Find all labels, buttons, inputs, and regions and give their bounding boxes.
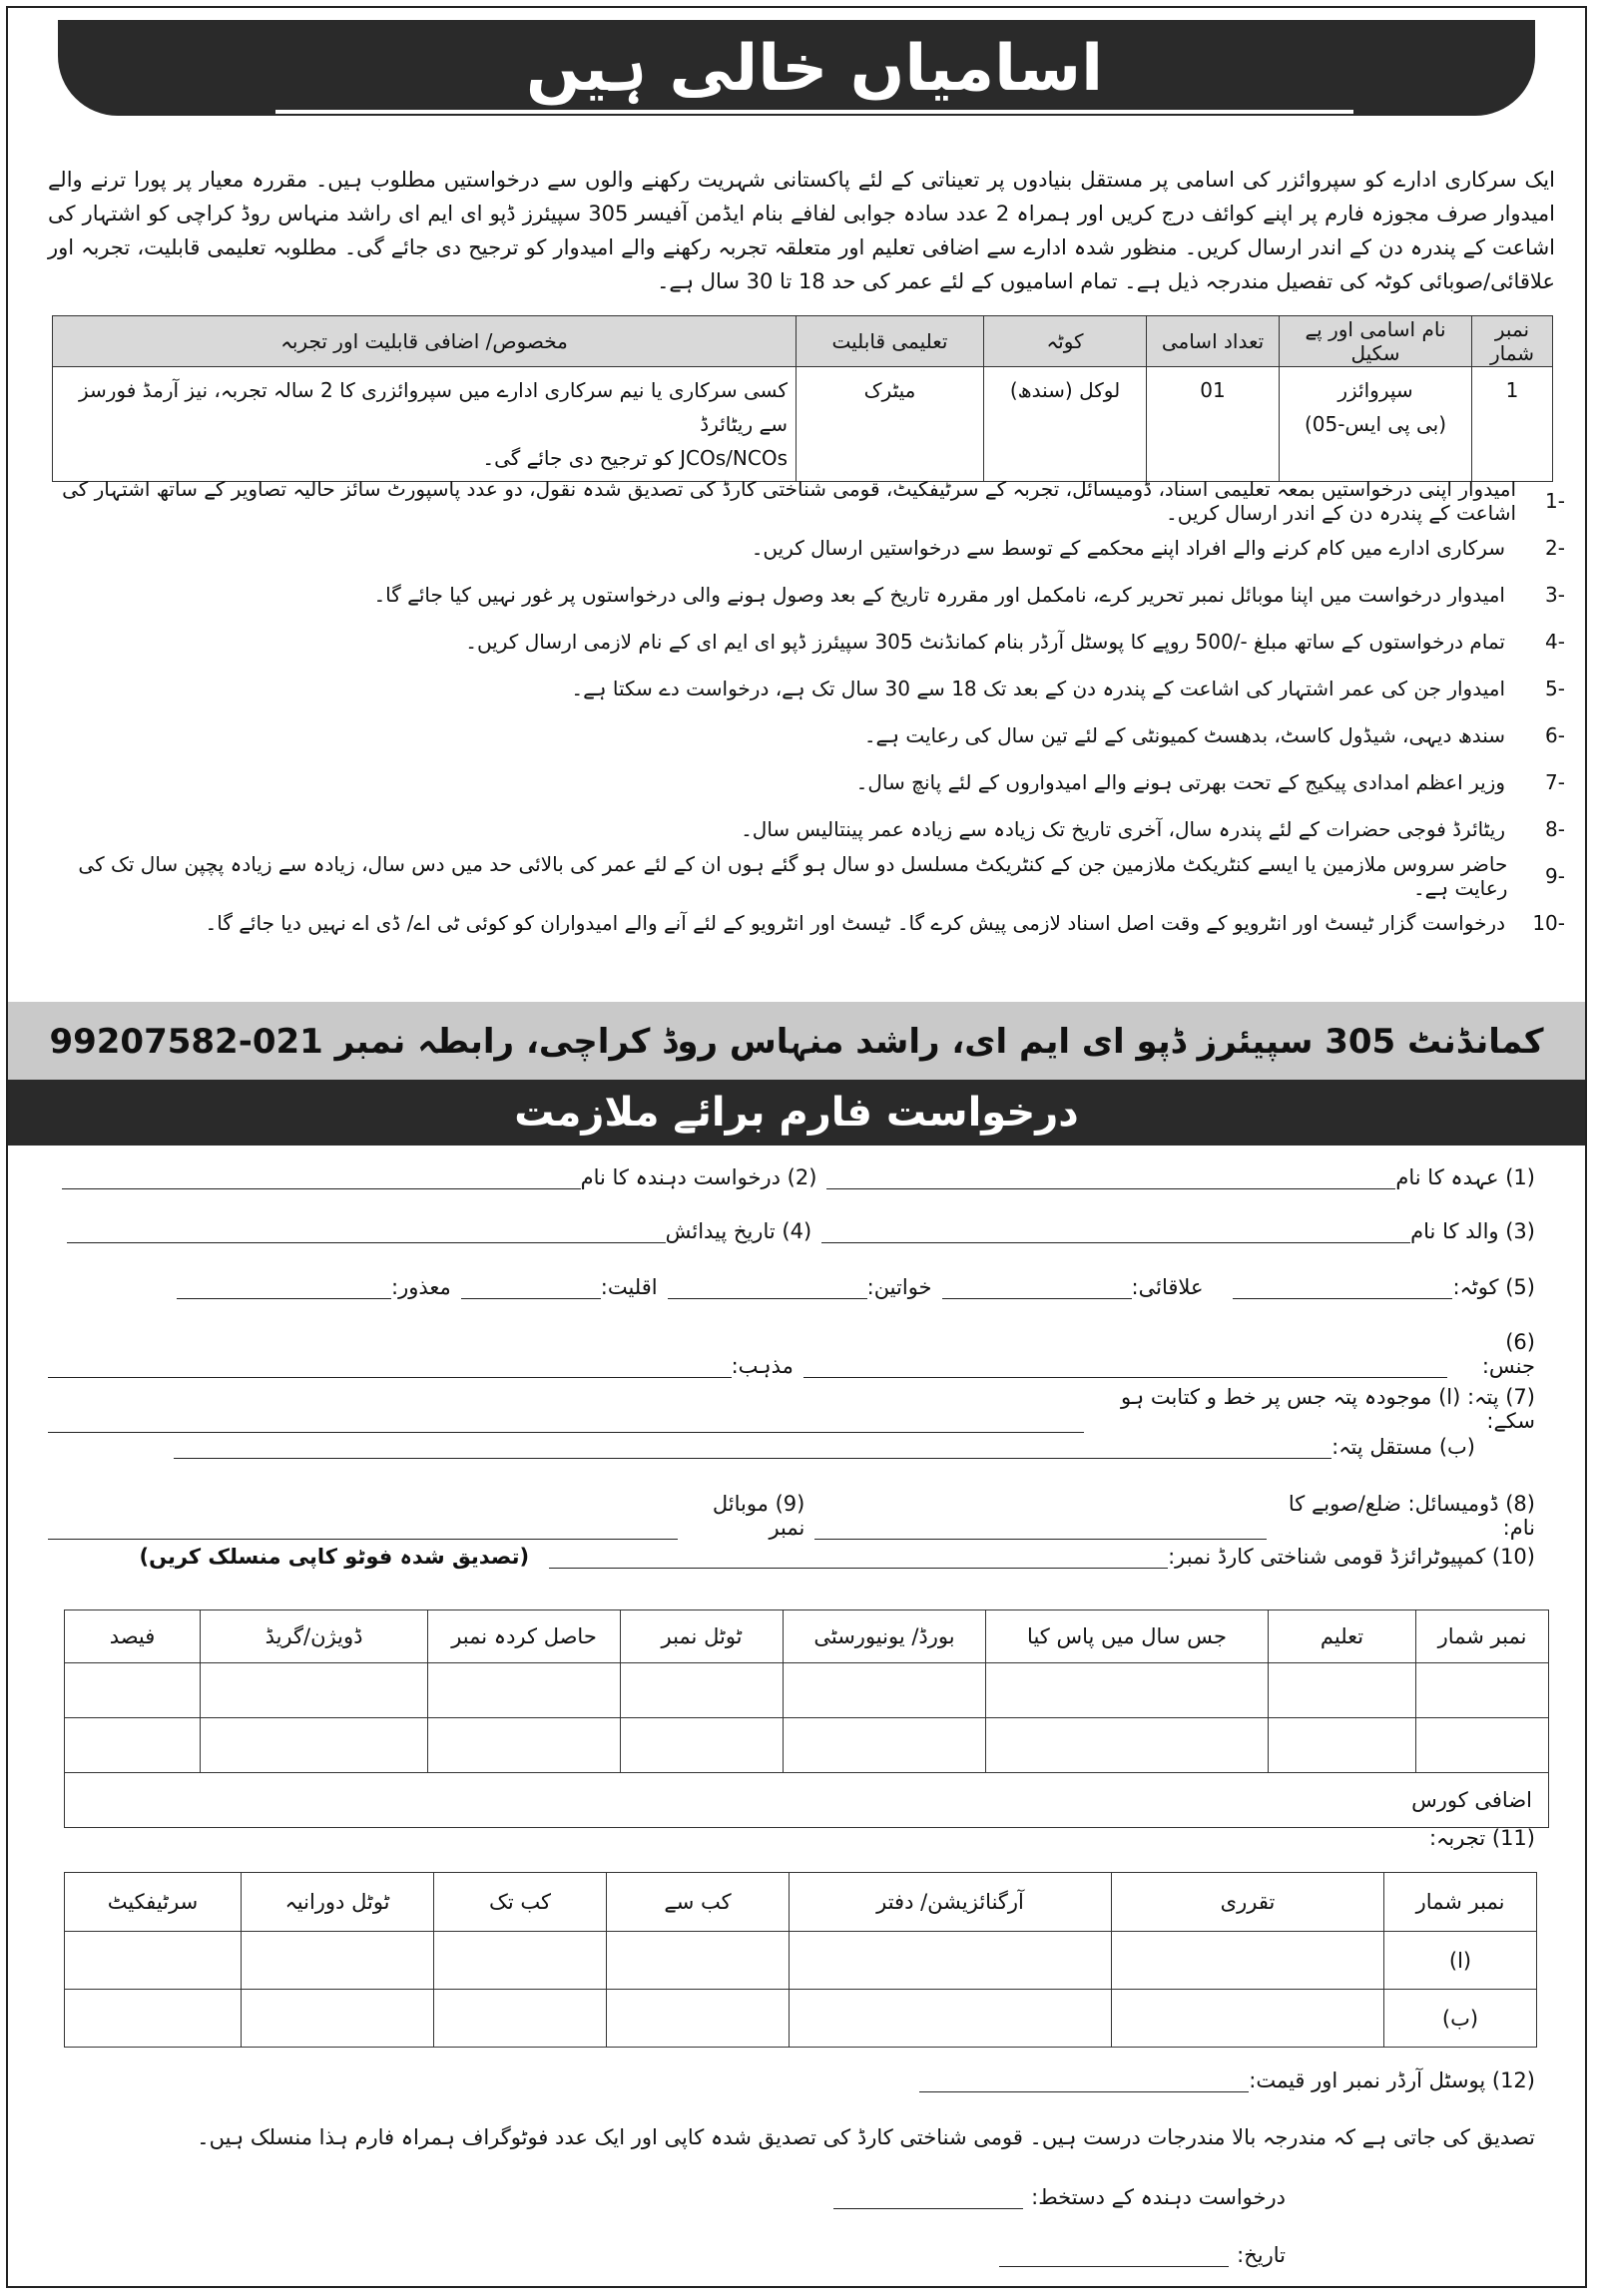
vacancy-table-header xyxy=(53,316,1553,367)
table-row xyxy=(65,1990,1537,2048)
condition-number: -9 xyxy=(1545,863,1565,888)
edu-cell[interactable] xyxy=(1269,1718,1416,1773)
table-row xyxy=(65,1773,1549,1828)
condition-text: سندھ دیہی، شیڈول کاسٹ، بدھسٹ کمیونٹی کے لئے تین سال کی رعایت ہے۔ xyxy=(863,722,1505,747)
edu-col-percent: فیصد xyxy=(65,1610,201,1663)
regional-label: علاقائی: xyxy=(1131,1275,1204,1299)
permanent-address-field[interactable] xyxy=(174,1436,1331,1459)
cell-experience xyxy=(53,367,797,482)
disabled-label: معذور: xyxy=(391,1275,451,1299)
experience-line-2: JCOs/NCOs کو ترجیح دی جائے گی۔ xyxy=(482,446,788,470)
table-row xyxy=(65,1932,1537,1990)
list-item xyxy=(38,899,1565,946)
col-count: تعداد اسامی xyxy=(1147,316,1280,367)
exp-cell[interactable] xyxy=(65,1990,242,2048)
edu-col-total: ٹوٹل نمبر xyxy=(621,1610,784,1663)
date-label: تاریخ: xyxy=(1237,2243,1286,2267)
gender-label: (6) جنس: xyxy=(1481,1330,1535,1378)
domicile-label: (8) ڈومیسائل: ضلع/صوبے کا نام: xyxy=(1288,1492,1535,1540)
condition-text: حاضر سروس ملازمین یا ایسے کنٹریکٹ ملازمین جن کے کنٹریکٹ مسلسل دو سال ہو گئے ہوں ان کے لئے عمر کی بالائی حد میں دس سال، زیادہ سے زیادہ پچپن سال تک کی رعایت ہے۔ xyxy=(78,851,1508,900)
form-row-7 xyxy=(48,1385,1535,1433)
cell-education: میٹرک xyxy=(797,367,984,482)
edu-cell[interactable] xyxy=(986,1718,1269,1773)
list-item xyxy=(38,852,1565,899)
cell-serial: 1 xyxy=(1472,367,1553,482)
form-title: درخواست فارم برائے ملازمت xyxy=(514,1090,1079,1136)
post-name-field[interactable] xyxy=(826,1166,1395,1189)
edu-col-division: ڈویژن/گریڈ xyxy=(201,1610,428,1663)
mobile-field[interactable] xyxy=(48,1517,678,1540)
conditions-list xyxy=(38,477,1565,946)
exp-col-appointment: تقرری xyxy=(1112,1873,1384,1932)
post-scale: (بی پی ایس-05) xyxy=(1304,412,1447,436)
edu-cell[interactable] xyxy=(1416,1663,1549,1718)
condition-number: -2 xyxy=(1545,535,1565,560)
list-item xyxy=(38,618,1565,665)
exp-col-organization: آرگنائزیشن/ دفتر xyxy=(790,1873,1112,1932)
women-field[interactable] xyxy=(668,1276,867,1299)
col-quota: کوٹہ xyxy=(984,316,1147,367)
postal-order-field[interactable] xyxy=(919,2069,1249,2092)
exp-cell[interactable] xyxy=(1112,1932,1384,1990)
additional-course-label: اضافی کورس xyxy=(1411,1788,1532,1812)
cell-post xyxy=(1280,367,1472,482)
exp-col-from: کب سے xyxy=(607,1873,790,1932)
declaration-text: تصدیق کی جاتی ہے کہ مندرجہ بالا مندرجات درست ہیں۔ قومی شناختی کارڈ کی تصدیق شدہ کاپی اور ایک عدد فوٹوگراف ہمراہ فارم ہذا منسلک ہیں۔ xyxy=(197,2125,1535,2149)
exp-col-serial: نمبر شمار xyxy=(1384,1873,1537,1932)
exp-col-certificate: سرٹیفکیٹ xyxy=(65,1873,242,1932)
disabled-field[interactable] xyxy=(177,1276,391,1299)
signature-row xyxy=(48,2185,1286,2209)
post-name-label: (1) عہدہ کا نام xyxy=(1395,1165,1535,1189)
condition-text: سرکاری ادارے میں کام کرنے والے افراد اپنے محکمے کے توسط سے درخواستیں ارسال کریں۔ xyxy=(751,535,1505,560)
intro-paragraph: ایک سرکاری ادارے کو سپروائزر کی اسامی پر مستقل بنیادوں پر تعیناتی کے لئے پاکستانی شہریت رکھنے والوں سے درخواستیں مطلوب ہیں۔ مقررہ معیار پر پورا ترنے والے امیدوار صرف مجوزہ فارم پر اپنے کوائف درج کریں اور ہمراہ 2 عدد سادہ جوابی لفافے بنام ایڈمن آفیسر 305 سپیئرز ڈپو ای ایم ای راشد منہاس روڈ کراچی کو اشتہار کی اشاعت کے پندرہ دن کے اندر ارسال کریں۔ منظور شدہ ادارے سے اضافی تعلیم اور متعلقہ تجربہ رکھنے والے امیدوار کو ترجیح دی جائے گی۔ مطلوبہ تعلیمی قابلیت، تجربہ اور علاقائی/صوبائی کوٹہ کی تفصیل مندرجہ ذیل ہے۔ تمام اسامیوں کے لئے عمر کی حد 18 تا 30 سال ہے۔ xyxy=(48,168,1555,293)
contact-address-bar xyxy=(8,1002,1585,1080)
edu-cell[interactable] xyxy=(201,1718,428,1773)
date-field[interactable] xyxy=(999,2244,1229,2267)
experience-table xyxy=(64,1872,1537,2048)
form-row-5 xyxy=(48,1275,1535,1299)
edu-cell[interactable] xyxy=(65,1718,201,1773)
form-row-10 xyxy=(48,1545,1535,1569)
form-row-1 xyxy=(48,1165,1535,1189)
exp-cell[interactable] xyxy=(434,1990,607,2048)
exp-cell[interactable] xyxy=(65,1932,242,1990)
condition-text: وزیر اعظم امدادی پیکیج کے تحت بھرتی ہونے والے امیدواروں کے لئے پانچ سال۔ xyxy=(855,769,1505,794)
exp-row-label: (ب) xyxy=(1384,1990,1537,2048)
condition-text: امیدوار اپنی درخواستیں بمعہ تعلیمی اسناد، ڈومیسائل، تجربہ کے سرٹیفکیٹ، قومی شناختی کارڈ کی تصدیق شدہ نقول، دو عدد پاسپورٹ سائز حالیہ تصاویر کے ساتھ اشتہار کی اشاعت کے پندرہ دن کے اندر ارسال کریں۔ xyxy=(62,476,1517,525)
edu-cell[interactable] xyxy=(428,1663,621,1718)
list-item xyxy=(38,524,1565,571)
current-address-field[interactable] xyxy=(48,1410,1084,1433)
contact-address: کمانڈنٹ 305 سپیئرز ڈپو ای ایم ای، راشد منہاس روڈ کراچی، رابطہ نمبر 021-99207582 xyxy=(49,1021,1544,1062)
experience-label: (11) تجربہ: xyxy=(1428,1826,1535,1850)
form-row-11 xyxy=(48,1826,1535,1850)
applicant-name-field[interactable] xyxy=(62,1166,581,1189)
cnic-note: (تصدیق شدہ فوٹو کاپی منسلک کریں) xyxy=(139,1545,530,1569)
list-item xyxy=(38,477,1565,524)
col-education: تعلیمی قابلیت xyxy=(797,316,984,367)
gender-field[interactable] xyxy=(803,1355,1447,1378)
edu-cell[interactable] xyxy=(65,1663,201,1718)
edu-cell[interactable] xyxy=(621,1718,784,1773)
edu-cell[interactable] xyxy=(784,1663,986,1718)
list-item xyxy=(38,711,1565,758)
form-row-7b xyxy=(48,1435,1535,1459)
date-row xyxy=(48,2243,1286,2267)
condition-text: امیدوار جن کی عمر اشتہار کی اشاعت کے پندرہ دن کے بعد تک 18 سے 30 سال تک ہے، درخواست دے سکتا ہے۔ xyxy=(571,676,1505,700)
edu-col-obtained: حاصل کردہ نمبر xyxy=(428,1610,621,1663)
table-row xyxy=(65,1718,1549,1773)
exp-col-duration: ٹوٹل دورانیہ xyxy=(242,1873,434,1932)
exp-cell[interactable] xyxy=(434,1932,607,1990)
education-table-header xyxy=(65,1610,1549,1663)
exp-cell[interactable] xyxy=(790,1932,1112,1990)
domicile-field[interactable] xyxy=(814,1517,1266,1540)
vacancy-table xyxy=(52,315,1553,482)
exp-cell[interactable] xyxy=(242,1932,434,1990)
cnic-field[interactable] xyxy=(549,1546,1168,1569)
women-label: خواتین: xyxy=(866,1275,932,1299)
religion-field[interactable] xyxy=(48,1355,732,1378)
signature-field[interactable] xyxy=(833,2186,1023,2209)
declaration-row xyxy=(48,2125,1535,2149)
condition-number: -10 xyxy=(1532,910,1565,935)
col-post: نام اسامی اور پے سکیل xyxy=(1280,316,1472,367)
edu-cell[interactable] xyxy=(1269,1663,1416,1718)
table-row xyxy=(53,367,1553,482)
condition-text: ریٹائرڈ فوجی حضرات کے لئے پندرہ سال، آخری تاریخ تک زیادہ سے زیادہ عمر پینتالیس سال۔ xyxy=(741,816,1505,841)
dob-label: (4) تاریخ پیدائش xyxy=(665,1219,812,1243)
condition-number: -4 xyxy=(1545,629,1565,654)
exp-cell[interactable] xyxy=(790,1990,1112,2048)
exp-cell[interactable] xyxy=(607,1990,790,2048)
edu-col-year: جس سال میں پاس کیا xyxy=(986,1610,1269,1663)
mobile-label: (9) موبائل نمبر xyxy=(712,1492,805,1540)
exp-cell[interactable] xyxy=(1112,1990,1384,2048)
address-label: (7) پتہ: (ا) موجودہ پتہ جس پر خط و کتابت ہو سکے: xyxy=(1121,1385,1535,1433)
cnic-label: (10) کمپیوٹرائزڈ قومی شناختی کارڈ نمبر: xyxy=(1168,1545,1535,1569)
edu-cell[interactable] xyxy=(201,1663,428,1718)
experience-line-1: کسی سرکاری یا نیم سرکاری ادارے میں سپروائزری کا 2 سالہ تجربہ، نیز آرمڈ فورسز سے ریٹائرڈ xyxy=(78,378,788,436)
permanent-address-label: (ب) مستقل پتہ: xyxy=(1331,1435,1475,1459)
edu-cell[interactable] xyxy=(986,1663,1269,1718)
edu-cell[interactable] xyxy=(1416,1718,1549,1773)
form-title-bar xyxy=(8,1080,1585,1146)
minority-field[interactable] xyxy=(461,1276,601,1299)
cell-quota: لوکل (سندھ) xyxy=(984,367,1147,482)
edu-cell[interactable] xyxy=(621,1663,784,1718)
exp-cell[interactable] xyxy=(607,1932,790,1990)
list-item xyxy=(38,758,1565,805)
edu-col-serial: نمبر شمار xyxy=(1416,1610,1549,1663)
table-row xyxy=(65,1663,1549,1718)
cell-count: 01 xyxy=(1147,367,1280,482)
col-experience: مخصوص/ اضافی قابلیت اور تجربہ xyxy=(53,316,797,367)
exp-row-label: (ا) xyxy=(1384,1932,1537,1990)
condition-number: -6 xyxy=(1545,722,1565,747)
condition-number: -7 xyxy=(1545,769,1565,794)
religion-label: مذہب: xyxy=(731,1354,794,1378)
post-name: سپروائزر xyxy=(1337,378,1413,402)
condition-text: درخواست گزار ٹیسٹ اور انٹرویو کے وقت اصل اسناد لازمی پیش کرے گا۔ ٹیسٹ اور انٹرویو کے لئے آنے والے امیدواران کو کوئی ٹی اے/ ڈی اے نہیں دیا جائے گا۔ xyxy=(205,910,1505,935)
experience-table-header xyxy=(65,1873,1537,1932)
condition-number: -8 xyxy=(1545,816,1565,841)
condition-text: امیدوار درخواست میں اپنا موبائل نمبر تحریر کرے، نامکمل اور مقررہ تاریخ کے بعد وصول ہونے والی درخواستوں پر غور نہیں کیا جائے گا۔ xyxy=(373,582,1505,607)
father-name-field[interactable] xyxy=(821,1220,1410,1243)
advertisement-page xyxy=(6,6,1587,2288)
edu-col-board: بورڈ/ یونیورسٹی xyxy=(784,1610,986,1663)
condition-number: -1 xyxy=(1545,488,1565,513)
page-title: اسامیاں خالی ہیں xyxy=(525,31,1104,106)
father-name-label: (3) والد کا نام xyxy=(1410,1219,1535,1243)
dob-field[interactable] xyxy=(67,1220,666,1243)
header-title-box xyxy=(275,26,1353,114)
additional-course-cell[interactable] xyxy=(65,1773,1549,1828)
education-table xyxy=(64,1609,1549,1828)
postal-order-label: (12) پوسٹل آرڈر نمبر اور قیمت: xyxy=(1249,2068,1535,2092)
edu-cell[interactable] xyxy=(784,1718,986,1773)
exp-col-to: کب تک xyxy=(434,1873,607,1932)
regional-field[interactable] xyxy=(942,1276,1132,1299)
condition-number: -3 xyxy=(1545,582,1565,607)
form-row-6 xyxy=(48,1330,1535,1378)
list-item xyxy=(38,805,1565,852)
list-item xyxy=(38,665,1565,711)
condition-text: تمام درخواستوں کے ساتھ مبلغ -/500 روپے کا پوسٹل آرڈر بنام کمانڈنٹ 305 سپیئرز ڈپو ای ایم ای کے نام لازمی ارسال کریں۔ xyxy=(465,629,1505,654)
form-row-8 xyxy=(48,1492,1535,1540)
minority-label: اقلیت: xyxy=(600,1275,658,1299)
applicant-name-label: (2) درخواست دہندہ کا نام xyxy=(580,1165,817,1189)
header-banner xyxy=(58,20,1535,116)
form-row-12 xyxy=(48,2068,1535,2092)
quota-label: (5) کوٹہ: xyxy=(1452,1275,1535,1299)
exp-cell[interactable] xyxy=(242,1990,434,2048)
col-serial: نمبر شمار xyxy=(1472,316,1553,367)
condition-number: -5 xyxy=(1545,676,1565,700)
edu-cell[interactable] xyxy=(428,1718,621,1773)
form-row-3 xyxy=(48,1219,1535,1243)
quota-field[interactable] xyxy=(1233,1276,1452,1299)
edu-col-education: تعلیم xyxy=(1269,1610,1416,1663)
signature-label: درخواست دہندہ کے دستخط: xyxy=(1031,2185,1286,2209)
list-item xyxy=(38,571,1565,618)
